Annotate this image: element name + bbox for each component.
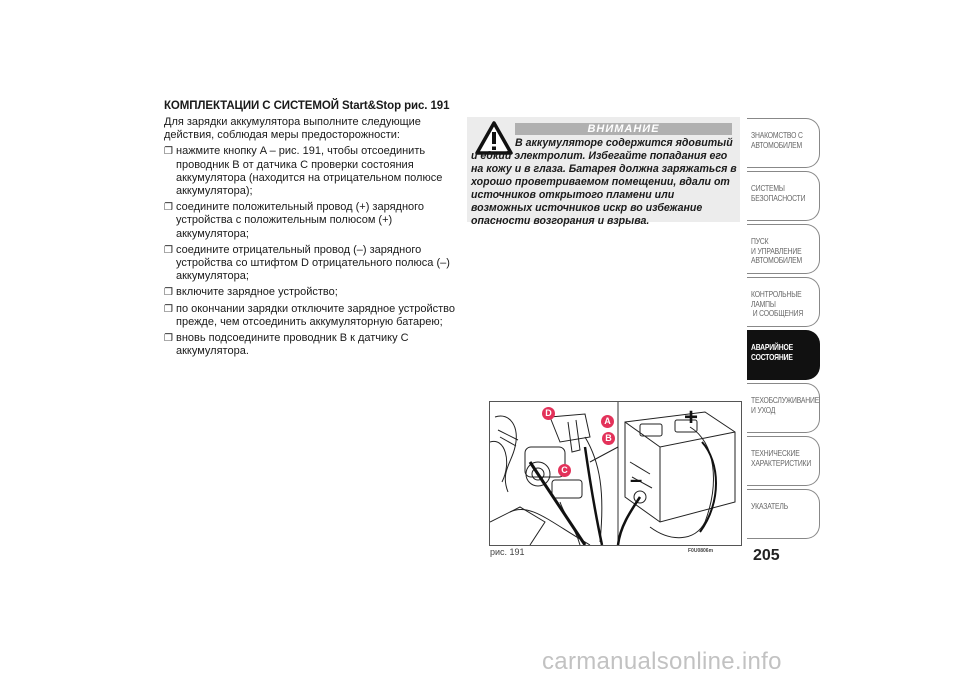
main-text-column (164, 100, 464, 361)
marker-b: B (602, 432, 615, 445)
tab-label: СИСТЕМЫ БЕЗОПАСНОСТИ (751, 183, 806, 203)
battery-illustration (489, 401, 742, 546)
marker-c: C (558, 464, 571, 477)
tab-label: ТЕХОБСЛУЖИВАНИЕ И УХОД (751, 395, 820, 415)
step-text: соедините отрицательный провод (–) зарядного устройства со штифтом D отрицательного полюса (–) аккумулятора; (176, 243, 450, 283)
marker-a: A (601, 415, 614, 428)
tab-label: ПУСК И УПРАВЛЕНИЕ АВТОМОБИЛЕМ (751, 236, 802, 266)
tab-label: ЗНАКОМСТВО С АВТОМОБИЛЕМ (751, 130, 803, 150)
marker-d: D (542, 407, 555, 420)
step-text: соедините положительный провод (+) зарядного устройства с положительным полюсом (+) аккумулятора; (176, 201, 425, 240)
warning-box (467, 117, 740, 227)
checkbox-bullet-icon: ❐ (164, 287, 173, 299)
list-item (164, 303, 464, 329)
list-item (164, 286, 464, 299)
warning-text: В аккумуляторе содержится ядовитый и едкий электролит. Избегайте попадания его на кожу и в глаза. Батарея должна заряжаться в хорошо проветриваемом помещении, вдали от источников открытого пламени или возможных источников искр во избежание опасности возгорания и взрыва. (471, 137, 737, 227)
watermark: carmanualsonline.info (542, 648, 782, 675)
chapter-tabs (747, 118, 820, 542)
intro-paragraph: Для зарядки аккумулятора выполните следующие действия, соблюдая меры предосторожности: (164, 116, 421, 142)
list-item (164, 201, 464, 241)
figure-caption: рис. 191 (490, 547, 525, 557)
list-item (164, 145, 464, 198)
tab-label: ТЕХНИЧЕСКИЕ ХАРАКТЕРИСТИКИ (751, 448, 812, 468)
tab-starting[interactable] (747, 224, 820, 274)
list-item (164, 332, 464, 358)
checkbox-bullet-icon: ❐ (164, 202, 173, 214)
tab-emergency[interactable] (747, 330, 820, 380)
section-title: КОМПЛЕКТАЦИИ С СИСТЕМОЙ Start&Stop рис. 191 (164, 100, 450, 112)
plus-terminal-label: + (684, 404, 699, 431)
warning-heading: ВНИМАНИЕ (515, 123, 732, 135)
tab-label: УКАЗАТЕЛЬ (751, 501, 789, 511)
checkbox-bullet-icon: ❐ (164, 333, 173, 345)
checkbox-bullet-icon: ❐ (164, 146, 173, 158)
page-number: 205 (753, 547, 780, 564)
figure-code: F0U0806m (688, 548, 714, 554)
step-text: вновь подсоедините проводник B к датчику C аккумулятора. (176, 332, 409, 358)
step-text: по окончании зарядки отключите зарядное устройство прежде, чем отсоединить аккумуляторную батарею; (176, 302, 455, 328)
tab-specifications[interactable] (747, 436, 820, 486)
tab-label: АВАРИЙНОЕ СОСТОЯНИЕ (751, 342, 793, 362)
tab-warning-lights[interactable] (747, 277, 820, 327)
minus-terminal-label: – (630, 467, 643, 492)
checkbox-bullet-icon: ❐ (164, 244, 173, 256)
tab-label: КОНТРОЛЬНЫЕ ЛАМПЫ И СООБЩЕНИЯ (751, 289, 804, 319)
step-text: включите зарядное устройство; (176, 286, 338, 299)
tab-intro[interactable] (747, 118, 820, 168)
tab-maintenance[interactable] (747, 383, 820, 433)
checkbox-bullet-icon: ❐ (164, 303, 173, 315)
step-text: нажмите кнопку A – рис. 191, чтобы отсоединить проводник B от датчика C проверки состояния аккумулятора (находится на отрицательном полюсе аккумулятора); (176, 145, 443, 198)
steps-list (164, 145, 464, 358)
tab-safety[interactable] (747, 171, 820, 221)
list-item (164, 244, 464, 284)
tab-index[interactable] (747, 489, 820, 539)
